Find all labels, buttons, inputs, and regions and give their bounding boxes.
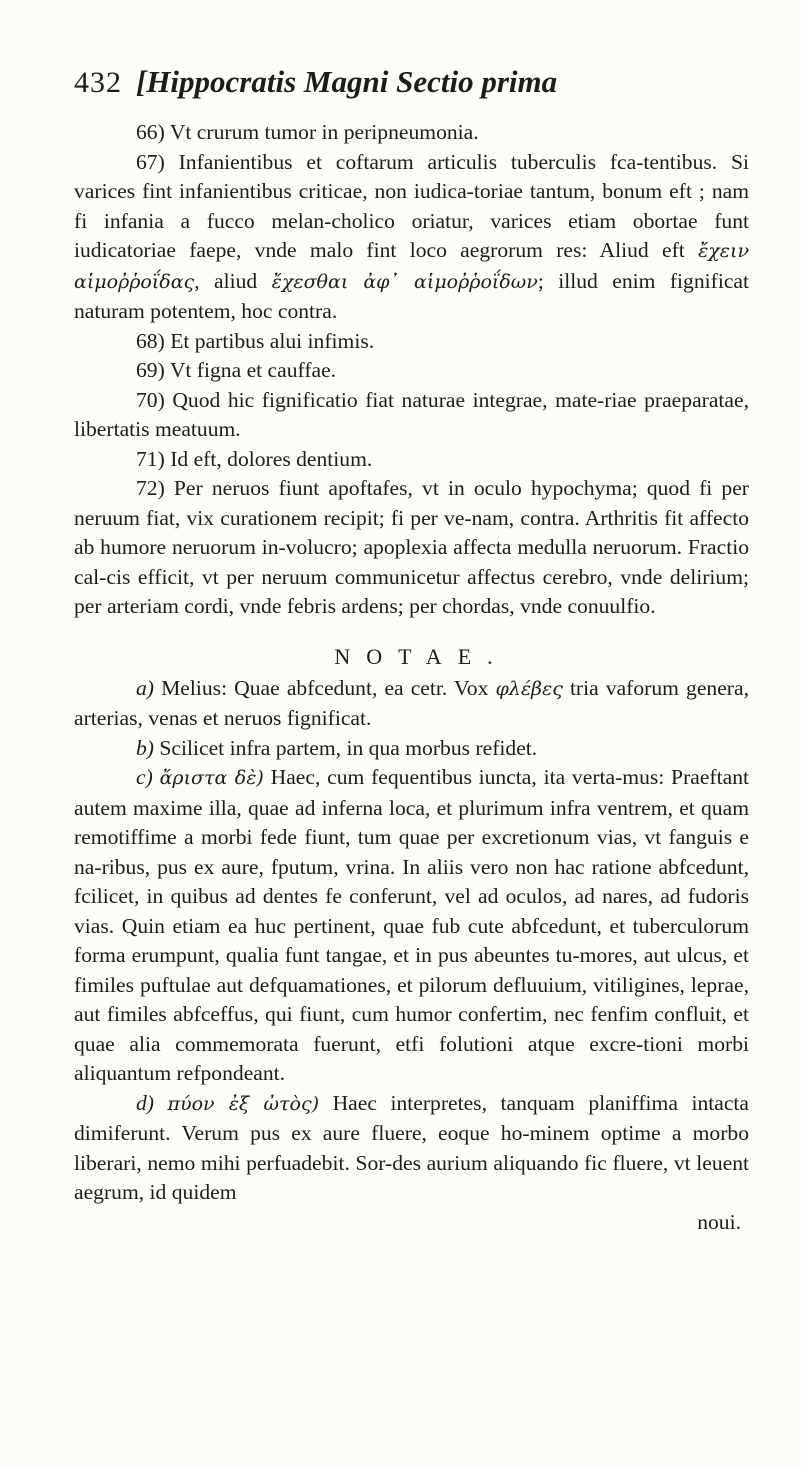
aphorism-text: Vt figna et cauffae. xyxy=(169,358,337,382)
note-label: d) xyxy=(136,1090,154,1115)
aphorism-67 xyxy=(74,148,749,327)
aphorism-number: 70) xyxy=(136,387,165,412)
aphorism-text: Infanientibus et coftarum articulis tuberculis fca-tentibus. Si varices fint infanientibus criticae, non iudica-toriae tantum, bonum eft ; nam fi infania a fucco melan-cholico oriatur, varices etiam obortae funt iudicatoriae faepe, vnde malo fint loco aegrorum res: Aliud eft xyxy=(74,149,749,262)
note-c xyxy=(74,763,749,1089)
note-text: Scilicet infra partem, in qua morbus refidet. xyxy=(159,735,538,760)
aphorism-text: Id eft, dolores dentium. xyxy=(170,446,373,471)
note-label: b) xyxy=(136,735,154,760)
aphorism-number: 72) xyxy=(136,476,165,500)
aphorism-71 xyxy=(74,445,749,475)
note-a xyxy=(74,674,749,734)
aphorism-number: 66) xyxy=(136,120,165,144)
aphorism-number: 71) xyxy=(136,446,165,471)
aphorism-70 xyxy=(74,386,749,445)
note-label: a) xyxy=(136,675,154,700)
aphorism-66 xyxy=(74,118,749,148)
note-d xyxy=(74,1089,749,1208)
greek-phrase: ἄριστα δὲ) xyxy=(159,767,264,789)
aphorism-text: Quod hic fignificatio fiat naturae integrae, mate-riae praeparatae, libertatis meatuum. xyxy=(74,387,749,441)
aphorism-72 xyxy=(74,474,749,622)
aphorism-68 xyxy=(74,327,749,357)
note-b xyxy=(74,734,749,764)
aphorism-text: ; illud enim fignificat naturam potentem, hoc contra. xyxy=(74,268,749,323)
aphorism-text: Et partibus alui infimis. xyxy=(170,328,375,353)
aphorism-text: Per neruos fiunt apoftafes, vt in oculo hypochyma; quod fi per neruum fiat, vix curationem recipit; fi per ve-nam, contra. Arthritis fit affecto ab humore neruorum in-volucro; apoplexia affecta medulla neruorum. Fractio cal-cis efficit, vt per neruum communicetur affectus cerebro, vnde delirium; per arteriam cordi, vnde febris ardens; per chordas, vnde conuulfio. xyxy=(74,476,749,618)
greek-phrase: ἔχειν αἱμοῤῥοΐδας xyxy=(74,240,749,293)
running-header xyxy=(74,66,749,98)
greek-phrase: ἔχεσθαι ἀφ᾽ αἱμοῤῥοΐδων xyxy=(271,270,538,293)
note-text: Melius: Quae abfcedunt, ea cetr. Vox xyxy=(161,675,489,700)
greek-phrase: πύον ἐξ ὠτὸς) xyxy=(167,1092,320,1115)
aphorism-69 xyxy=(74,356,749,386)
note-text: tria vaforum genera, arterias, venas et neruos fignificat. xyxy=(74,675,749,730)
notes-heading: NOTAE. xyxy=(334,643,509,669)
aphorism-number: 67) xyxy=(136,149,165,174)
catchword: noui. xyxy=(697,1209,741,1234)
aphorism-number: 68) xyxy=(136,328,165,353)
note-text: Haec interpretes, tanquam planiffima intacta dimiferunt. Verum pus ex aure fluere, eoque ho-minem optime a morbo liberari, nemo mihi perfuadebit. Sor-des aurium aliquando fic fluere, vt leuent aegrum, id quidem xyxy=(74,1090,749,1204)
greek-phrase: φλέβες xyxy=(495,677,563,700)
running-title: [Hippocratis Magni Sectio prima xyxy=(136,64,558,99)
aphorism-number: 69) xyxy=(136,358,165,382)
note-text: Haec, cum fequentibus iuncta, ita verta-mus: Praeftant autem maxime illa, quae ad inferna loca, et plurimum infra ventrem, et quam remotiffime a morbi fede fiunt, tum quae per excretionum vias, vt fanguis e na-ribus, pus ex aure, fputum, vrina. In aliis vero non hac ratione abfcedunt, fcilicet, in quibus ad dentes fe conferunt, vel ad oculos, ad nares, ad fudoris vias. Quin etiam ea huc pertinent, quae fub cute abfcedunt, et tuberculorum forma erumpunt, qualia funt tangae, et in pus abeuntes tu-mores, aut ulcus, et fimiles puftulae aut defquamationes, et pilorum defluuium, vitiligines, leprae, aut fimiles abfceffus, qui fiunt, cum humor confertim, nec fenfim confluit, et quae alia commemorata fuerunt, etfi folutioni atque excre-tioni morbi aliquantum refpondeant. xyxy=(74,765,749,1085)
note-label: c) xyxy=(136,765,153,789)
aphorism-text: , aliud xyxy=(194,268,258,293)
aphorism-text: Vt crurum tumor in peripneumonia. xyxy=(169,120,479,144)
page-number: 432 xyxy=(74,66,122,99)
